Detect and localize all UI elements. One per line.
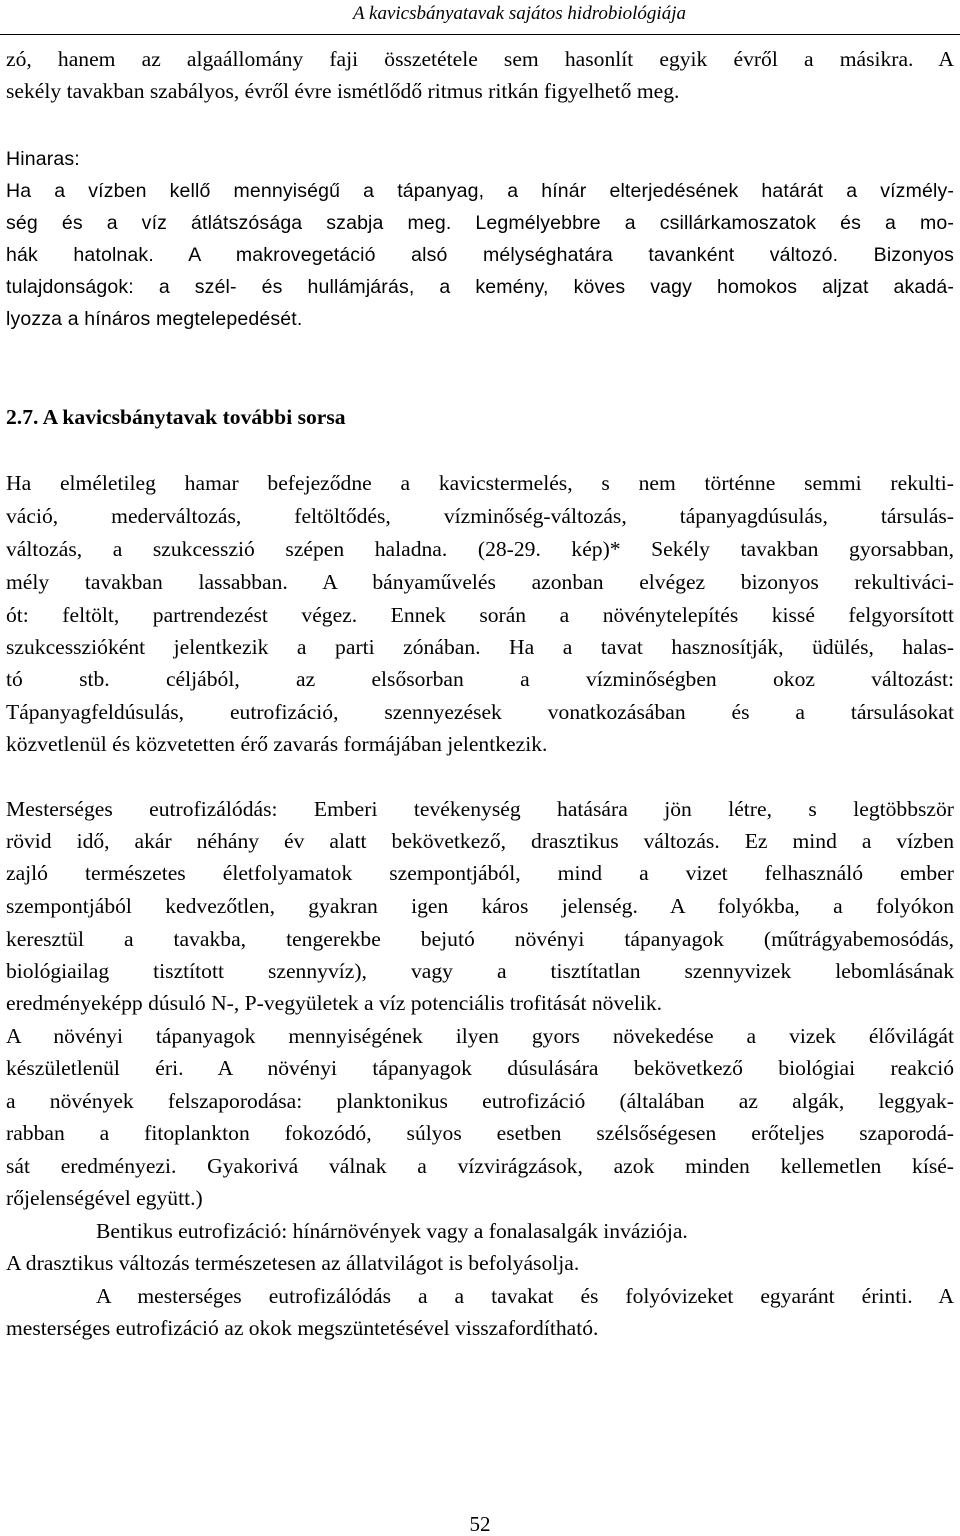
text-line: rabban a fitoplankton fokozódó, súlyos esetben szélsőségesen erőteljes szaporodá-: [6, 1121, 954, 1145]
text-line: tulajdonságok: a szél- és hullámjárás, a kemény, köves vagy homokos aljzat akadá-: [6, 276, 954, 298]
text-line: készületlenül éri. A növényi tápanyagok dúsulására bekövetkező biológiai reakció: [6, 1056, 954, 1080]
running-header: [0, 0, 960, 35]
text-line: ség és a víz átlátszósága szabja meg. Legmélyebbre a csillárkamoszatok és a mo-: [6, 212, 954, 234]
text-line: keresztül a tavakba, tengerekbe bejutó növényi tápanyagok (műtrágyabemosódás,: [6, 927, 954, 951]
text-line: szukcesszióként jelentkezik a parti zónában. Ha a tavat hasznosítják, üdülés, halas-: [6, 635, 954, 659]
text-line: közvetlenül és közvetetten érő zavarás formájában jelentkezik.: [6, 732, 548, 756]
running-header-title: A kavicsbányatavak sajátos hidrobiológiája: [353, 3, 686, 24]
text-line: A mesterséges eutrofizálódás a a tavakat és folyóvizeket egyaránt érinti. A: [96, 1284, 954, 1308]
text-line: tó stb. céljából, az elsősorban a vízminőségben okoz változást:: [6, 667, 954, 691]
text-line: Ha a vízben kellő mennyiségű a tápanyag, a hínár elterjedésének határát a vízmély-: [6, 180, 954, 202]
text-line: rőjelenségével együtt.): [6, 1186, 203, 1210]
text-line: változás, a szukcesszió szépen haladna. (28-29. kép)* Sekély tavakban gyorsabban,: [6, 537, 954, 561]
text-line: Ha elméletileg hamar befejeződne a kavicstermelés, s nem történne semmi rekulti-: [6, 471, 954, 495]
section-label-hinaras: Hinaras:: [6, 148, 80, 170]
text-line: Bentikus eutrofizáció: hínárnövények vagy a fonalasalgák inváziója.: [96, 1219, 688, 1243]
text-line: váció, mederváltozás, feltöltődés, vízminőség-változás, tápanyagdúsulás, társulás-: [6, 504, 954, 528]
text-line: A növényi tápanyagok mennyiségének ilyen gyors növekedése a vizek élővilágát: [6, 1024, 954, 1048]
section-heading: 2.7. A kavicsbánytavak további sorsa: [6, 405, 346, 429]
text-line: szempontjából kedvezőtlen, gyakran igen káros jelenség. A folyókba, a folyókon: [6, 894, 954, 918]
text-line: mesterséges eutrofizáció az okok megszüntetésével visszafordítható.: [6, 1316, 599, 1340]
text-line: mély tavakban lassabban. A bányaművelés azonban elvégez bizonyos rekultiváci-: [6, 570, 954, 594]
text-line: zó, hanem az algaállomány faji összetétele sem hasonlít egyik évről a másikra. A: [6, 47, 954, 71]
text-line: biológiailag tisztított szennyvíz), vagy a tisztítatlan szennyvizek lebomlásának: [6, 959, 954, 983]
text-line: A drasztikus változás természetesen az állatvilágot is befolyásolja.: [6, 1251, 580, 1275]
text-line: hák hatolnak. A makrovegetáció alsó mélységhatára tavanként változó. Bizonyos: [6, 244, 954, 266]
page-number: 52: [469, 1512, 491, 1536]
text-line: lyozza a hínáros megtelepedését.: [6, 308, 303, 330]
text-line: rövid idő, akár néhány év alatt bekövetkező, drasztikus változás. Ez mind a vízben: [6, 829, 954, 853]
text-line: a növények felszaporodása: planktonikus eutrofizáció (általában az algák, leggyak-: [6, 1089, 954, 1113]
text-line: sekély tavakban szabályos, évről évre ismétlődő ritmus ritkán figyelhető meg.: [6, 79, 680, 103]
text-line: Mesterséges eutrofizálódás: Emberi tevékenység hatására jön létre, s legtöbbször: [6, 797, 954, 821]
text-line: zajló természetes életfolyamatok szempontjából, mind a vizet felhasználó ember: [6, 861, 954, 885]
text-line: ót: feltölt, partrendezést végez. Ennek során a növénytelepítés kissé felgyorsított: [6, 603, 954, 627]
text-line: eredményeképp dúsuló N-, P-vegyületek a víz potenciális trofitását növelik.: [6, 991, 663, 1015]
text-line: sát eredményezi. Gyakorivá válnak a vízvirágzások, azok minden kellemetlen kísé-: [6, 1154, 954, 1178]
text-line: Tápanyagfeldúsulás, eutrofizáció, szennyezések vonatkozásában és a társulásokat: [6, 700, 954, 724]
